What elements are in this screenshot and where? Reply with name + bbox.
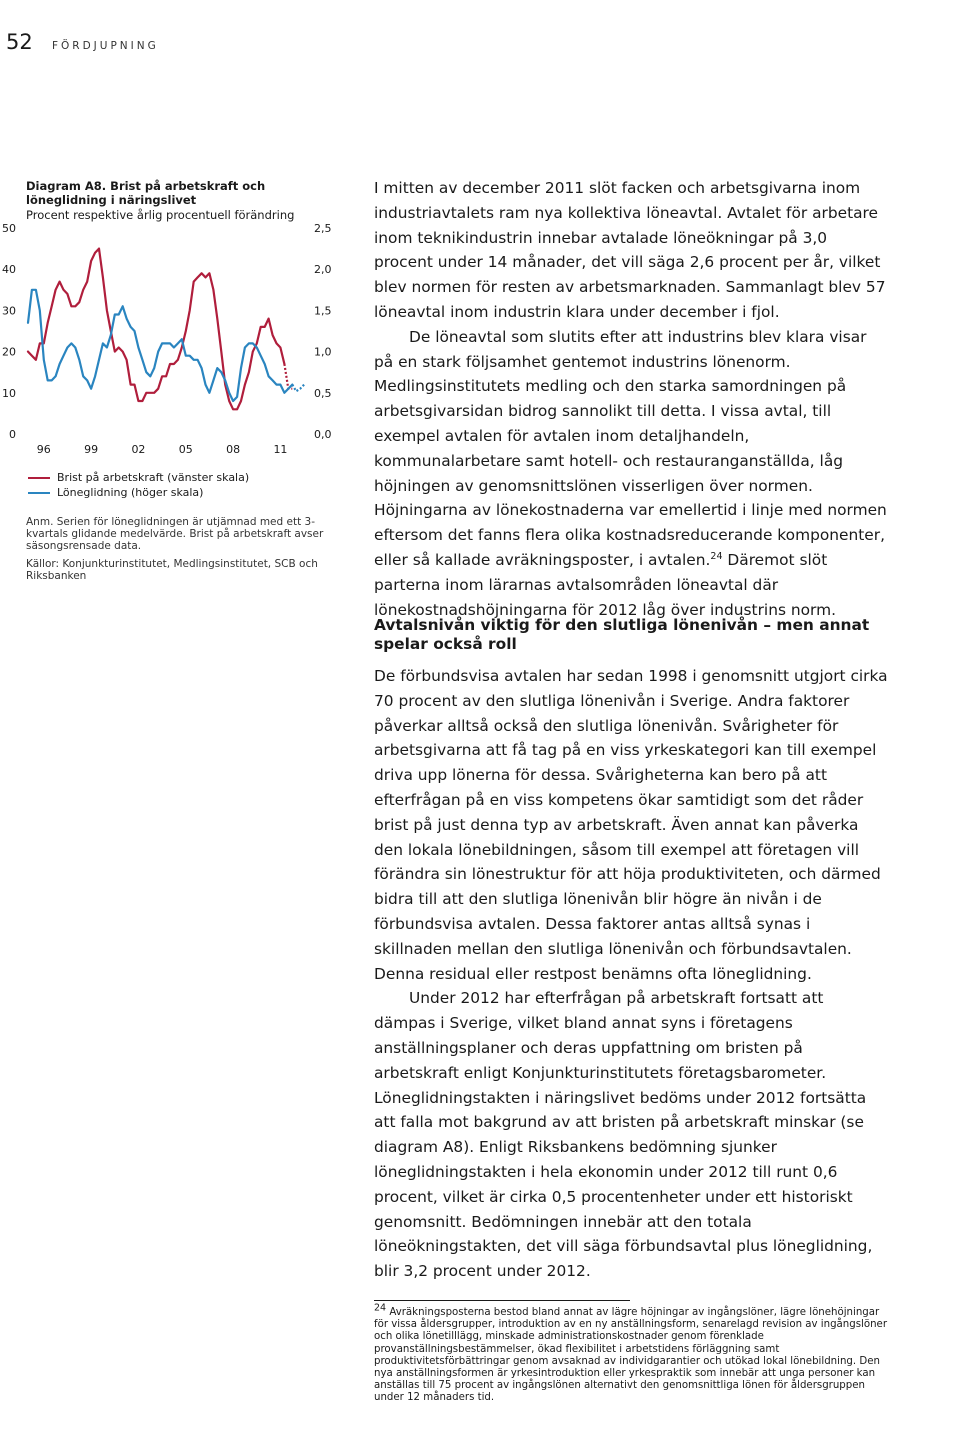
legend-label-shortage: Brist på arbetskraft (vänster skala) <box>57 471 250 484</box>
legend-label-wage-drift: Löneglidning (höger skala) <box>57 486 204 499</box>
x-tick-label: 08 <box>226 443 241 456</box>
diagram-subtitle: Procent respektive årlig procentuell förändring <box>26 208 295 222</box>
y-left-tick-label: 10 <box>2 386 16 400</box>
y-left-tick-label: 40 <box>2 263 16 277</box>
footnote-rule <box>374 1300 630 1301</box>
footnote-number: 24 <box>374 1302 387 1314</box>
x-tick-label: 96 <box>36 443 51 456</box>
y-left-tick-label: 30 <box>2 304 16 318</box>
series-forecast-wage-drift <box>292 385 304 392</box>
y-left-tick-label: 50 <box>2 222 16 235</box>
y-right-tick-label: 2,5 <box>314 222 332 235</box>
footnote <box>374 1302 894 1405</box>
intro-paragraph-2-b: Däremot slöt parterna inom lärarnas avtalsområden löneavtal där lönekostnadshöjningarna för 2012 låg över industrins norm. <box>374 550 836 619</box>
series-line-shortage <box>28 249 284 410</box>
x-tick-label: 05 <box>178 443 193 456</box>
figure-note: Anm. Serien för löneglidningen är utjämnad med ett 3-kvartals glidande medelvärde. Brist på arbetskraft avser säsongsrensade data. <box>26 516 324 552</box>
section-paragraph-2: Under 2012 har efterfrågan på arbetskraft fortsatt att dämpas i Sverige, vilket bland annat syns i företagens anställningsplaner och deras uppfattning om bristen på arbetskraft enligt Konjunkturinstitutets företagsbarometer. Löneglidningstakten i näringslivet bedöms under 2012 fortsätta att falla mot bakgrund av att bristen på arbetskraft minskar (se diagram A8). Enligt Riksbankens bedömning sjunker löneglidningstakten i hela ekonomin under 2012 till runt 0,6 procent, vilket är cirka 0,5 procentenheter under ett historiskt genomsnitt. Bedömningen innebär att den totala löneökningstakten, det vill säga förbundsavtal plus löneglidning, blir 3,2 procent under 2012. <box>374 989 873 1281</box>
section-text <box>374 664 889 1284</box>
legend-item-shortage <box>28 471 249 485</box>
x-tick-label: 02 <box>131 443 146 456</box>
x-tick-label: 11 <box>273 443 288 456</box>
chart <box>0 215 345 465</box>
y-right-tick-label: 1,0 <box>314 345 332 359</box>
legend-swatch-wage-drift <box>28 492 50 494</box>
y-left-tick-label: 0 <box>9 428 16 441</box>
section-heading: Avtalsnivån viktig för den slutliga lönenivån – men annat spelar också roll <box>374 616 870 653</box>
running-head: FÖRDJUPNING <box>52 40 159 52</box>
intro-text <box>374 176 889 622</box>
intro-paragraph-1: I mitten av december 2011 slöt facken och arbetsgivarna inom industriavtalets ram nya kollektiva löneavtal. Avtalet för arbetare inom teknikindustrin innebar avtalade löneökningar på 3,0 procent under 14 månader, det vill säga 2,6 procent per år, vilket blev normen för resten av arbetsmarknaden. Sammanlagt blev 57 löneavtal inom industrin klara under december i fjol. <box>374 179 886 321</box>
y-right-tick-label: 0,0 <box>314 428 332 441</box>
diagram-title: Diagram A8. Brist på arbetskraft och löneglidning i näringslivet <box>26 179 266 207</box>
figure-sources: Källor: Konjunkturinstitutet, Medlingsinstitutet, SCB och Riksbanken <box>26 558 318 582</box>
y-right-tick-label: 2,0 <box>314 263 332 277</box>
footnote-text: Avräkningsposterna bestod bland annat av lägre höjningar av ingångslöner, lägre lönehöjningar för vissa åldersgrupper, introduktion av en ny anställningsform, senarelagd revision av ingångslöner och olika lönetilllägg, minskade administrationskostnader genom förenklade provanställningsbestämmelser, ökad flexibilitet i arbetstidens förläggning samt produktivitetsförbättringar genom avsaknad av individgarantier och utökad lokal lönebildning. Den nya anställningsformen är yrkesintroduktion eller yrkespraktik som innebär att unga personer kan anställas till 75 procent av ingångslönen alternativt den genomsnittliga lönen för åldersgruppen under 12 månaders tid. <box>374 1307 888 1404</box>
legend-swatch-shortage <box>28 477 50 479</box>
footnote-ref-24[interactable]: 24 <box>710 550 723 562</box>
legend-item-wage-drift <box>28 486 203 500</box>
intro-paragraph-2-a: De löneavtal som slutits efter att industrins blev klara visar på en stark följsamhet gentemot industrins lönenorm. Medlingsinstitutets medling och den starka samordningen på arbetsgivarsidan bidrog sannolikt till detta. I vissa avtal, till exempel avtalen för avtalen inom detaljhandeln, kommunalarbetare samt hotell- och restauranganställda, låg höjningen av genomsnittslönen visserligen över normen. Höjningarna av lönekostnaderna var emellertid i linje med normen eftersom det fanns flera olika kostnadsreducerande komponenter, eller så kallade avräkningsposter, i avtalen. <box>374 327 887 569</box>
intro-paragraph-2 <box>374 325 889 623</box>
y-right-tick-label: 1,5 <box>314 304 332 318</box>
page-number: 52 <box>6 30 33 54</box>
section-paragraph-1: De förbundsvisa avtalen har sedan 1998 i genomsnitt utgjort cirka 70 procent av den slutliga lönenivån i Sverige. Andra faktorer påverkar alltså också den slutliga lönenivån. Svårigheter för arbetsgivarna att få tag på en viss yrkeskategori kan till exempel driva upp lönerna för dessa. Svårigheterna kan bero på att efterfrågan på en viss kompetens ökar samtidigt som det råder brist på just denna typ av arbetskraft. Även annat kan påverka den lokala lönebildningen, såsom till exempel att företagen vill förändra sin lönestruktur för att höja produktiviteten, och därmed bidra till att den slutliga lönenivån blir högre än nivån i de förbundsvisa avtalen. Dessa faktorer antas alltså synas i skillnaden mellan den slutliga lönenivån och förbundsavtalen. Denna residual eller restpost benämns ofta löneglidning. <box>374 667 888 983</box>
y-right-tick-label: 0,5 <box>314 386 332 400</box>
y-left-tick-label: 20 <box>2 345 16 359</box>
x-tick-label: 99 <box>84 443 99 456</box>
